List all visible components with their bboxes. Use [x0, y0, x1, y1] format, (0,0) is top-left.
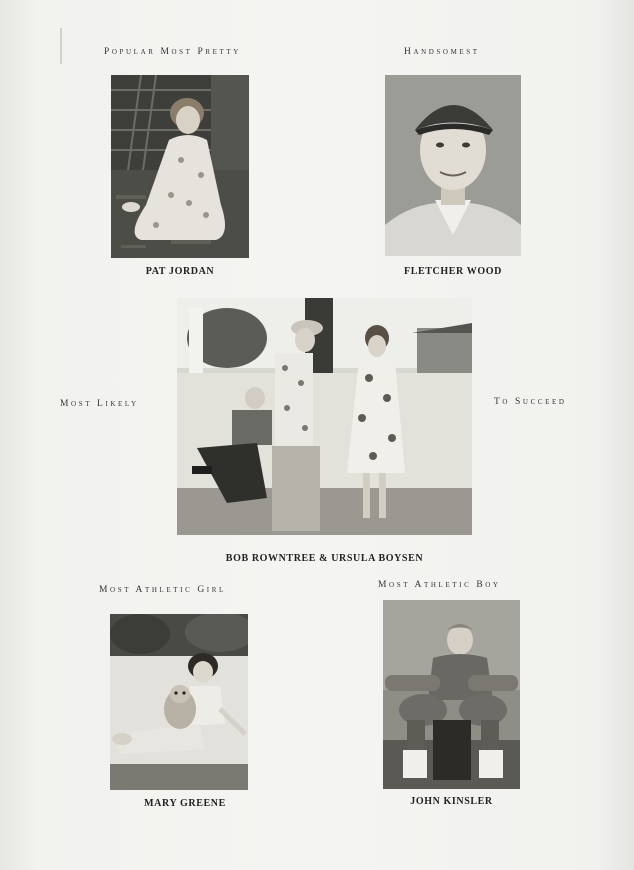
photo-john-kinsler [383, 600, 520, 789]
name-pat-jordan: PAT JORDAN [145, 266, 215, 277]
photo-mary-greene [110, 614, 248, 790]
caption-athletic-boy: Most Athletic Boy [378, 580, 501, 590]
paper-scuff [60, 28, 62, 64]
caption-athletic-girl: Most Athletic Girl [99, 585, 226, 595]
photo-fletcher-wood [385, 75, 521, 256]
name-fletcher-wood: FLETCHER WOOD [404, 266, 502, 277]
name-rowntree-boysen: BOB ROWNTREE & URSULA BOYSEN [225, 553, 424, 564]
caption-to-succeed: To Succeed [494, 397, 567, 407]
photo-rowntree-boysen [177, 298, 472, 535]
caption-popular: Popular Most Pretty [104, 47, 241, 57]
name-mary-greene: MARY GREENE [144, 798, 226, 809]
caption-most-likely: Most Likely [60, 399, 139, 409]
name-john-kinsler: JOHN KINSLER [410, 796, 493, 807]
photo-pat-jordan [111, 75, 249, 258]
caption-handsomest: Handsomest [404, 47, 480, 57]
